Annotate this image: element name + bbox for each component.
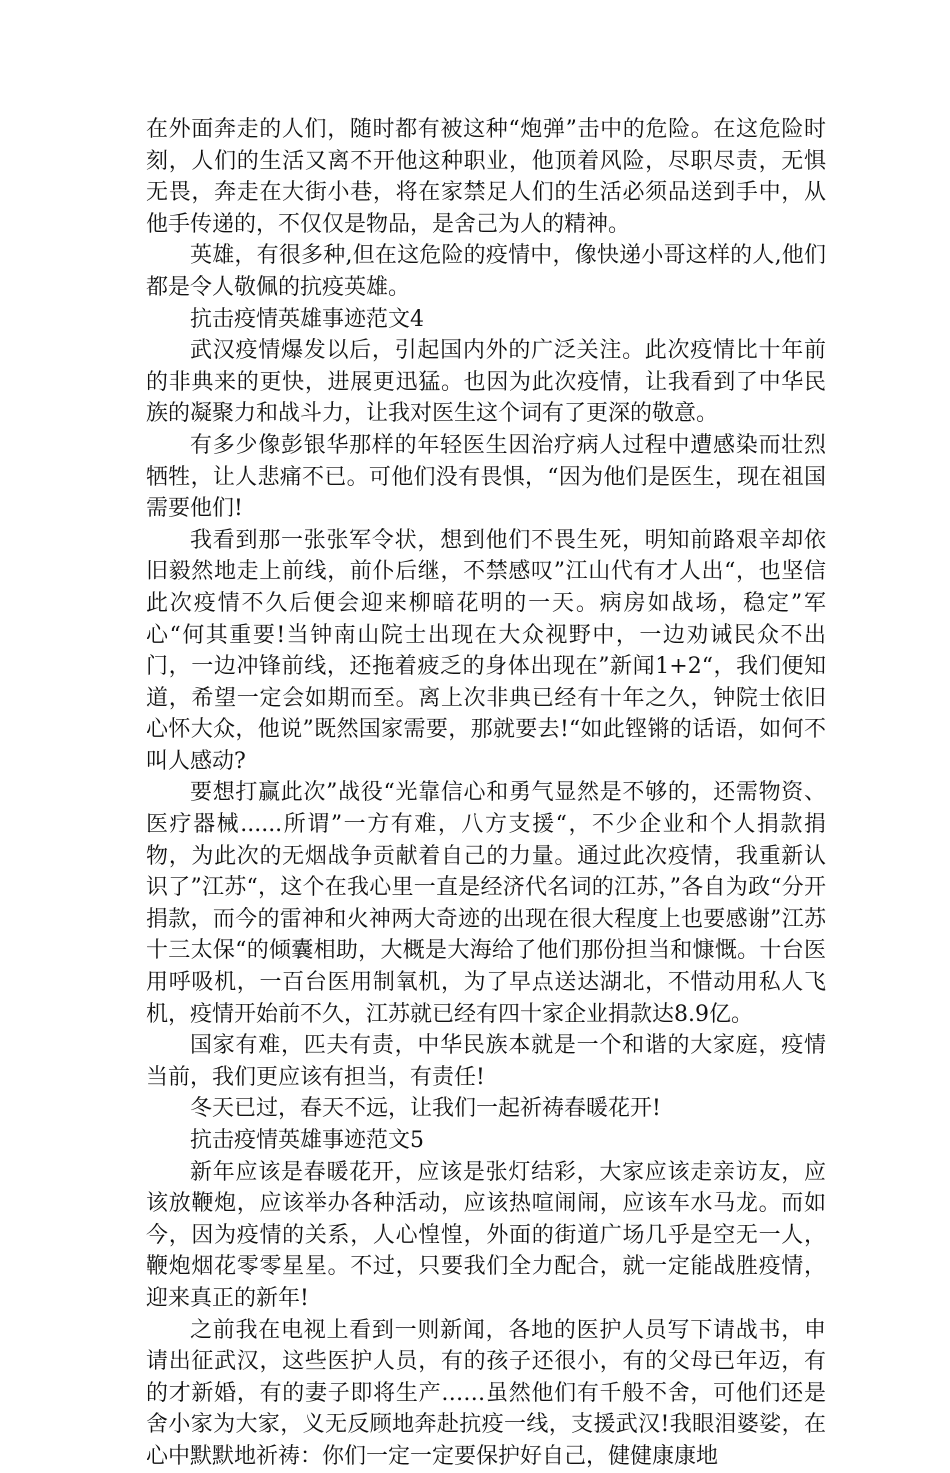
paragraph: 有多少像彭银华那样的年轻医生因治疗病人过程中遭感染而壮烈牺牲，让人悲痛不已。可他们没有畏惧，“因为他们是医生，现在祖国需要他们!: [146, 432, 826, 522]
document-body: [146, 114, 826, 1473]
paragraph: 国家有难，匹夫有责，中华民族本就是一个和谐的大家庭，疫情当前，我们更应该有担当，有责任!: [146, 1033, 826, 1090]
paragraph: 要想打赢此次”战役“光靠信心和勇气显然是不够的，还需物资、医疗器械......所谓”一方有难，八方支援“，不少企业和个人捐款捐物，为此次的无烟战争贡献着自己的力量。通过此次疫情，我重新认识了”江苏“，这个在我心里一直是经济代名词的江苏，”各自为政“分开捐款，而今的雷神和火神两大奇迹的出现在很大程度上也要感谢”江苏十三太保“的倾囊相助，大概是大海给了他们那份担当和慷慨。十台医用呼吸机，一百台医用制氧机，为了早点送达湖北，不惜动用私人飞机，疫情开始前不久，江苏就已经有四十家企业捐款达8.9亿。: [146, 780, 826, 1027]
paragraph: 新年应该是春暖花开，应该是张灯结彩，大家应该走亲访友，应该放鞭炮，应该举办各种活动，应该热喧闹闹，应该车水马龙。而如今，因为疫情的关系，人心惶惶，外面的街道广场几乎是空无一人，鞭炮烟花零零星星。不过，只要我们全力配合，就一定能战胜疫情，迎来真正的新年!: [146, 1159, 826, 1311]
paragraph: 我看到那一张张军令状，想到他们不畏生死，明知前路艰辛却依旧毅然地走上前线，前仆后继，不禁感叹”江山代有才人出“，也坚信此次疫情不久后便会迎来柳暗花明的一天。病房如战场，稳定”军心“何其重要!当钟南山院士出现在大众视野中，一边劝诫民众不出门，一边冲锋前线，还拖着疲乏的身体出现在”新闻1+2“，我们便知道，希望一定会如期而至。离上次非典已经有十年之久，钟院士依旧心怀大众，他说”既然国家需要，那就要去!“如此铿锵的话语，如何不叫人感动?: [146, 527, 826, 774]
paragraph-continuation: 在外面奔走的人们，随时都有被这种“炮弹”击中的危险。在这危险时刻，人们的生活又离不开他这种职业，他顶着风险，尽职尽责，无惧无畏，奔走在大街小巷，将在家禁足人们的生活必须品送到手中，从他手传递的，不仅仅是物品，是舍己为人的精神。: [146, 117, 826, 237]
paragraph: 英雄，有很多种,但在这危险的疫情中，像快递小哥这样的人,他们都是令人敬佩的抗疫英雄。: [146, 243, 826, 300]
paragraph: 之前我在电视上看到一则新闻，各地的医护人员写下请战书，申请出征武汉，这些医护人员，有的孩子还很小，有的父母已年迈，有的才新婚，有的妻子即将生产……虽然他们有千般不舍，可他们还是舍小家为大家，义无反顾地奔赴抗疫一线，支援武汉!我眼泪婆娑，在心中默默地祈祷：你们一定一定要保护好自己，健健康康地: [146, 1317, 826, 1469]
paragraph: 冬天已过，春天不远，让我们一起祈祷春暖花开!: [190, 1096, 661, 1122]
section-heading: 抗击疫情英雄事迹范文5: [190, 1128, 424, 1153]
paragraph: 武汉疫情爆发以后，引起国内外的广泛关注。此次疫情比十年前的非典来的更快，进展更迅猛。也因为此次疫情，让我看到了中华民族的凝聚力和战斗力，让我对医生这个词有了更深的敬意。: [146, 338, 826, 427]
section-heading: 抗击疫情英雄事迹范文4: [190, 306, 424, 332]
